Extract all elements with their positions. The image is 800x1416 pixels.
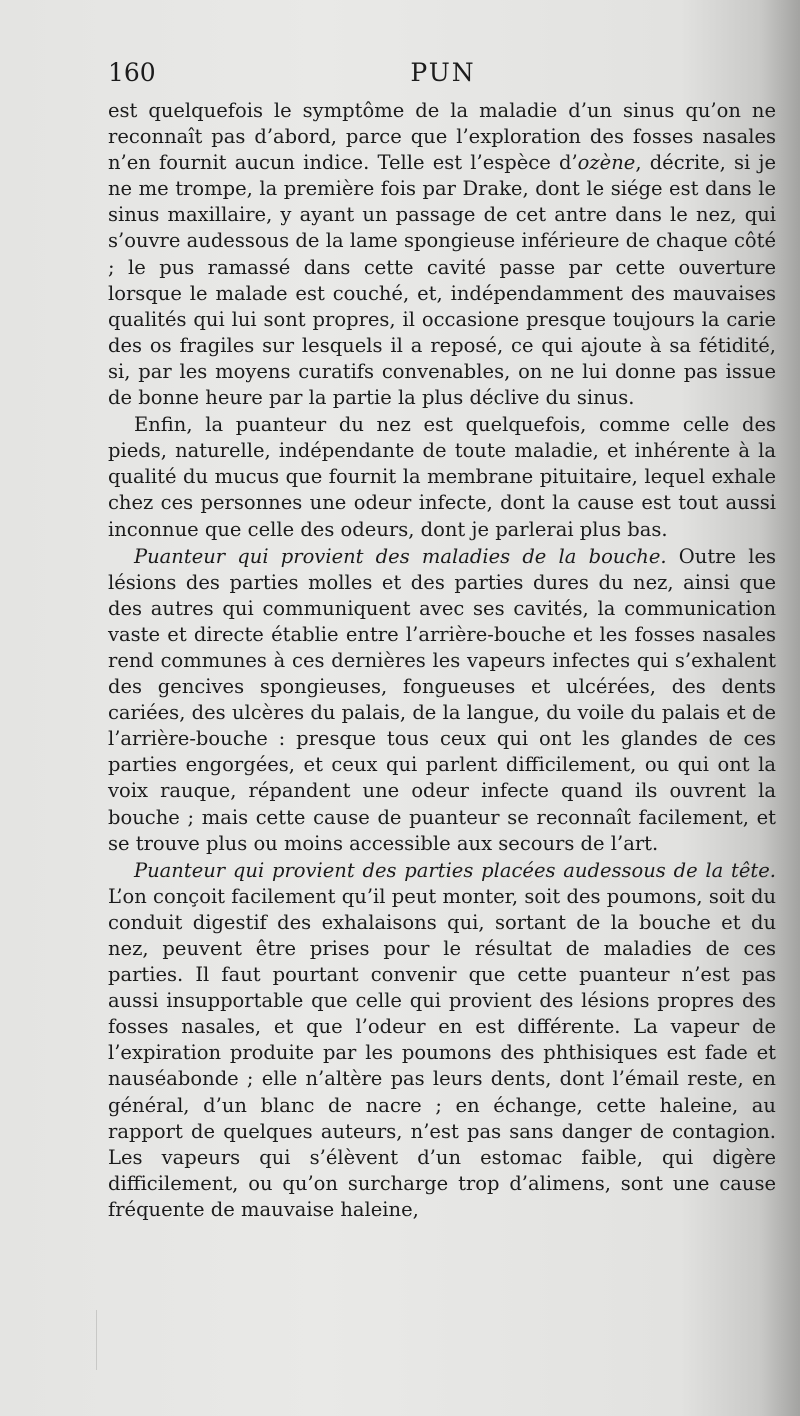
page-number: 160 (108, 58, 156, 87)
paragraph (108, 858, 776, 1223)
page-crease (96, 1310, 97, 1370)
body-text (108, 98, 776, 1223)
section-heading-italic: Puanteur qui provient des maladies de la bouche. (134, 544, 667, 568)
running-head: PUN (410, 58, 476, 87)
page-header (108, 58, 778, 92)
section-heading-italic: Puanteur qui provient des parties placées audessous de la tête. (134, 858, 776, 882)
paragraph (108, 412, 776, 542)
text-run: , décrite, si je ne me trompe, la première fois par Drake, dont le siége est dans le sinus maxillaire, y ayant un passage de cet antre dans le nez, qui s’ouvre audessous de la lame spongieuse inférieure de chaque côté ; le pus ramassé dans cette cavité passe par cette ouverture lorsque le malade est couché, et, indépendamment des mauvaises qualités qui lui sont propres, il occasione presque toujours la carie des os fragiles sur lesquels il a reposé, ce qui ajoute à sa fétidité, si, par les moyens curatifs convenables, on ne lui donne pas issue de bonne heure par la partie la plus déclive du sinus. (108, 151, 776, 410)
text-run: est quelquefois le symptôme de la maladie d’un sinus qu’on ne reconnaît pas d’abord, parce que l’exploration des fosses nasales n’en fournit aucun indice. Telle est l’espèce d’ (108, 99, 776, 175)
paragraph (108, 544, 776, 857)
text-run: Outre les lésions des parties molles et des parties dures du nez, ainsi que des autres qui communiquent avec ses cavités, la communication vaste et directe établie entre l’arrière-bouche et les fosses nasales rend communes à ces dernières les vapeurs infectes qui s’exhalent des gencives spongieuses, fongueuses et ulcérées, des dents cariées, des ulcères du palais, de la langue, du voile du palais et de l’arrière-bouche : presque tous ceux qui ont les glandes de ces parties engorgées, et ceux qui parlent difficilement, ou qui ont la voix rauque, répandent une odeur infecte quand ils ouvrent la bouche ; mais cette cause de puanteur se reconnaît facilement, et se trouve plus ou moins accessible aux secours de l’art. (108, 544, 776, 855)
text-run: Enfin, la puanteur du nez est quelquefois, comme celle des pieds, naturelle, indépendante de toute maladie, et inhérente à la qualité du mucus que fournit la membrane pituitaire, lequel exhale chez ces personnes une odeur infecte, dont la cause est tout aussi inconnue que celle des odeurs, dont je parlerai plus bas. (108, 413, 776, 541)
text-run: L’on conçoit facilement qu’il peut monter, soit des poumons, soit du conduit digestif des exhalaisons qui, sortant de la bouche et du nez, peuvent être prises pour le résultat de maladies de ces parties. Il faut pourtant convenir que cette puanteur n’est pas aussi insupportable que celle qui provient des lésions propres des fosses nasales, et que l’odeur en est différente. La vapeur de l’expiration produite par les poumons des phthisiques est fade et nauséabonde ; elle n’altère pas leurs dents, dont l’émail reste, en général, d’un blanc de nacre ; en échange, cette haleine, au rapport de quelques auteurs, n’est pas sans danger de contagion. Les vapeurs qui s’élèvent d’un estomac faible, qui digère difficilement, ou qu’on surcharge trop d’alimens, sont une cause fréquente de mauvaise haleine, (108, 884, 776, 1221)
paragraph (108, 98, 776, 411)
italic-term: ozène (577, 151, 636, 175)
